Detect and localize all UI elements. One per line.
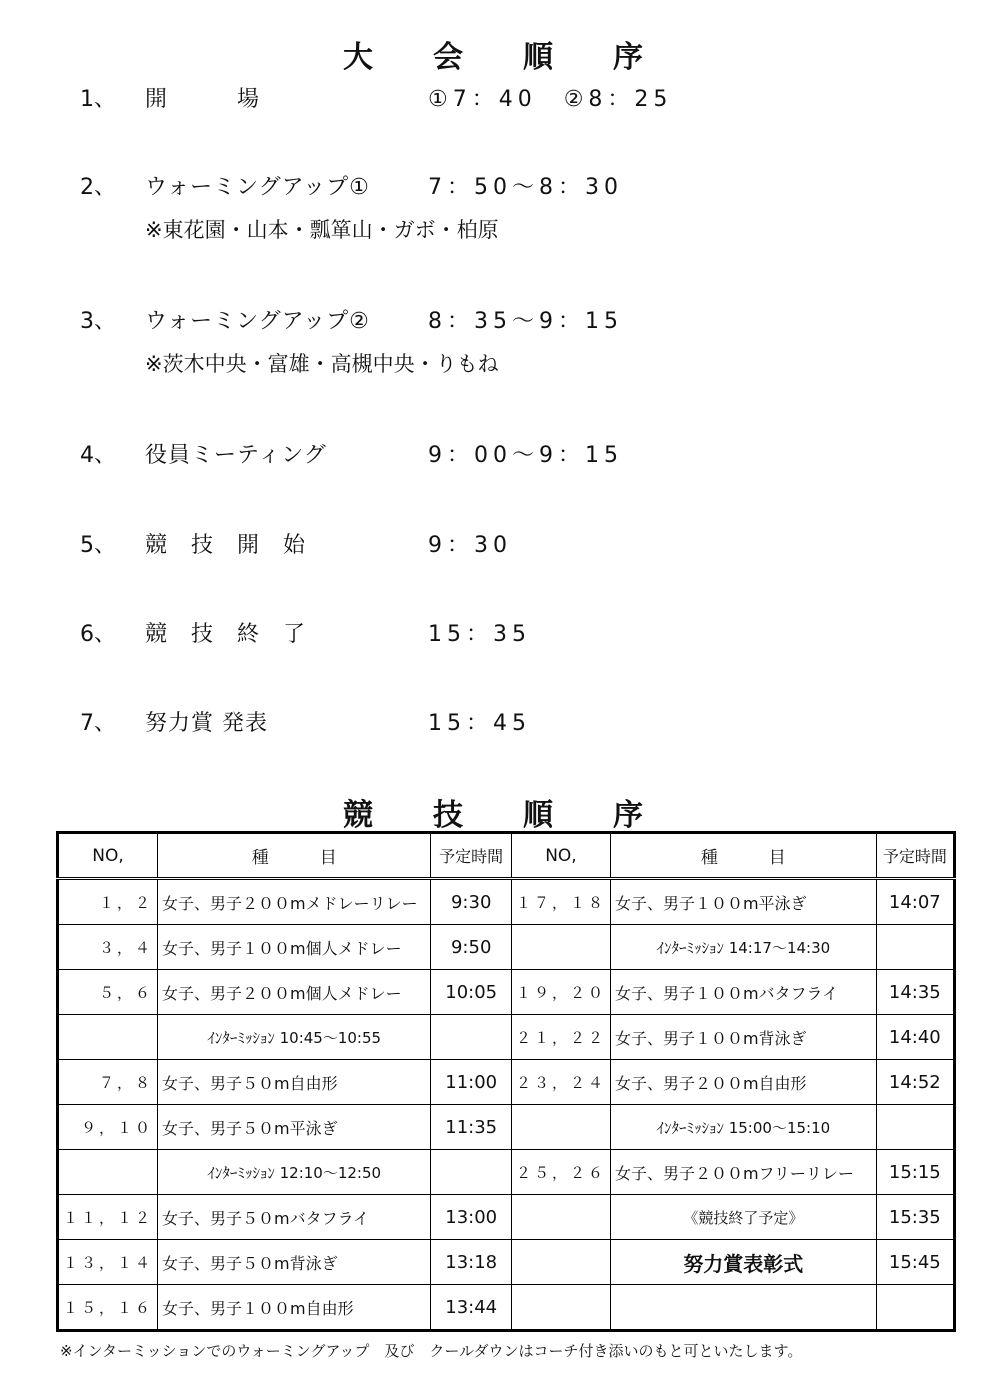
event-time bbox=[876, 1285, 954, 1331]
header-no: NO, bbox=[511, 833, 610, 879]
program-item-time: 9：30 bbox=[428, 533, 512, 558]
program-item-number: 2、 bbox=[80, 175, 116, 200]
table-row bbox=[58, 1195, 955, 1240]
program-title-char: 会 bbox=[433, 40, 467, 75]
event-name: 女子、男子１００m個人メドレー bbox=[158, 925, 431, 970]
award-ceremony-label: 努力賞表彰式 bbox=[610, 1240, 876, 1285]
footnote: ※インターミッションでのウォーミングアップ 及び クールダウンはコーチ付き添いのもと可といたします。 bbox=[60, 1342, 803, 1360]
event-number: １３，１４ bbox=[58, 1240, 158, 1285]
event-number bbox=[511, 925, 610, 970]
event-name bbox=[610, 1285, 876, 1331]
event-number bbox=[511, 1285, 610, 1331]
event-time: 14:40 bbox=[876, 1015, 954, 1060]
event-number: ７，８ bbox=[58, 1060, 158, 1105]
event-name: 女子、男子５０mバタフライ bbox=[158, 1195, 431, 1240]
event-name: 女子、男子２００m個人メドレー bbox=[158, 970, 431, 1015]
table-row bbox=[58, 879, 955, 925]
event-name: 女子、男子２００m自由形 bbox=[610, 1060, 876, 1105]
event-number bbox=[511, 1195, 610, 1240]
program-item-time: ①7：40 ②8：25 bbox=[428, 87, 673, 112]
event-number bbox=[511, 1105, 610, 1150]
program-item-label: 努力賞 発表 bbox=[145, 711, 268, 736]
event-number: １１，１２ bbox=[58, 1195, 158, 1240]
program-item-number: 5、 bbox=[80, 533, 116, 558]
event-number: １９，２０ bbox=[511, 970, 610, 1015]
table-header-row bbox=[58, 833, 955, 879]
program-item-number: 6、 bbox=[80, 622, 116, 647]
event-time: 13:44 bbox=[431, 1285, 512, 1331]
event-number bbox=[58, 1015, 158, 1060]
table-row bbox=[58, 1015, 955, 1060]
program-item-time: 7：50～8：30 bbox=[428, 175, 623, 200]
header-event: 種 目 bbox=[158, 833, 431, 879]
program-item bbox=[0, 617, 990, 657]
events-title-char: 競 bbox=[343, 798, 377, 833]
program-item-number: 1、 bbox=[80, 87, 116, 112]
program-item bbox=[0, 82, 990, 122]
program-title-char: 大 bbox=[343, 40, 377, 75]
program-item-time: 8：35～9：15 bbox=[428, 309, 623, 334]
event-name: 女子、男子５０m自由形 bbox=[158, 1060, 431, 1105]
program-item bbox=[0, 706, 990, 746]
program-item-label: 開 場 bbox=[145, 87, 261, 112]
program-item-label: 競 技 終 了 bbox=[145, 622, 307, 647]
event-time: 15:35 bbox=[876, 1195, 954, 1240]
event-time: 14:07 bbox=[876, 879, 954, 925]
event-number: １，２ bbox=[58, 879, 158, 925]
program-item bbox=[0, 170, 990, 250]
event-name: 女子、男子１００m平泳ぎ bbox=[610, 879, 876, 925]
event-number bbox=[58, 1150, 158, 1195]
program-item-label: 役員ミーティング bbox=[145, 443, 327, 468]
program-item-note: ※東花園・山本・瓢箪山・ガボ・柏原 bbox=[145, 218, 499, 242]
event-schedule-table bbox=[56, 831, 956, 1332]
event-name: 女子、男子２００mメドレーリレー bbox=[158, 879, 431, 925]
event-number: １５，１６ bbox=[58, 1285, 158, 1331]
event-number: ９，１０ bbox=[58, 1105, 158, 1150]
event-number: ２１，２２ bbox=[511, 1015, 610, 1060]
competition-end-label: 《競技終了予定》 bbox=[610, 1195, 876, 1240]
event-name: 女子、男子１００m背泳ぎ bbox=[610, 1015, 876, 1060]
event-number bbox=[511, 1240, 610, 1285]
program-item-note: ※茨木中央・富雄・高槻中央・りもね bbox=[145, 352, 499, 376]
event-time bbox=[431, 1015, 512, 1060]
event-number: ３，４ bbox=[58, 925, 158, 970]
event-time: 9:50 bbox=[431, 925, 512, 970]
event-time: 15:15 bbox=[876, 1150, 954, 1195]
program-title bbox=[0, 32, 990, 76]
event-name: 女子、男子１００mバタフライ bbox=[610, 970, 876, 1015]
header-no: NO, bbox=[58, 833, 158, 879]
program-title-char: 順 bbox=[523, 40, 557, 75]
program-item bbox=[0, 438, 990, 478]
event-time: 10:05 bbox=[431, 970, 512, 1015]
event-time: 15:45 bbox=[876, 1240, 954, 1285]
event-time: 9:30 bbox=[431, 879, 512, 925]
event-number: ２３，２４ bbox=[511, 1060, 610, 1105]
event-number: １７，１８ bbox=[511, 879, 610, 925]
program-item-number: 7、 bbox=[80, 711, 116, 736]
program-item bbox=[0, 528, 990, 568]
intermission-label: ｲﾝﾀｰﾐｯｼｮﾝ 12:10～12:50 bbox=[158, 1150, 431, 1195]
event-time: 13:18 bbox=[431, 1240, 512, 1285]
event-time bbox=[431, 1150, 512, 1195]
table-row bbox=[58, 1240, 955, 1285]
events-title-char: 順 bbox=[523, 798, 557, 833]
event-time: 11:00 bbox=[431, 1060, 512, 1105]
event-time: 14:52 bbox=[876, 1060, 954, 1105]
table-row bbox=[58, 1150, 955, 1195]
event-time bbox=[876, 925, 954, 970]
header-time: 予定時間 bbox=[431, 833, 512, 879]
program-title-char: 序 bbox=[613, 40, 647, 75]
table-row bbox=[58, 1285, 955, 1331]
event-number: ２５，２６ bbox=[511, 1150, 610, 1195]
event-time: 11:35 bbox=[431, 1105, 512, 1150]
program-item-time: 9：00～9：15 bbox=[428, 443, 623, 468]
program-item-time: 15：45 bbox=[428, 711, 531, 736]
table-row bbox=[58, 1105, 955, 1150]
table-row bbox=[58, 925, 955, 970]
event-time: 14:35 bbox=[876, 970, 954, 1015]
event-number: ５，６ bbox=[58, 970, 158, 1015]
events-title-char: 序 bbox=[613, 798, 647, 833]
event-time: 13:00 bbox=[431, 1195, 512, 1240]
event-name: 女子、男子２００mフリーリレー bbox=[610, 1150, 876, 1195]
program-item-label: 競 技 開 始 bbox=[145, 533, 307, 558]
program-item-time: 15：35 bbox=[428, 622, 531, 647]
event-name: 女子、男子１００m自由形 bbox=[158, 1285, 431, 1331]
program-item-number: 3、 bbox=[80, 309, 116, 334]
program-item-label: ウォーミングアップ② bbox=[145, 309, 370, 334]
events-title bbox=[0, 790, 990, 834]
table-row bbox=[58, 1060, 955, 1105]
program-item bbox=[0, 304, 990, 384]
intermission-label: ｲﾝﾀｰﾐｯｼｮﾝ 10:45～10:55 bbox=[158, 1015, 431, 1060]
header-event: 種 目 bbox=[610, 833, 876, 879]
event-name: 女子、男子５０m平泳ぎ bbox=[158, 1105, 431, 1150]
intermission-label: ｲﾝﾀｰﾐｯｼｮﾝ 15:00～15:10 bbox=[610, 1105, 876, 1150]
program-item-number: 4、 bbox=[80, 443, 116, 468]
event-name: 女子、男子５０m背泳ぎ bbox=[158, 1240, 431, 1285]
events-title-char: 技 bbox=[433, 798, 467, 833]
table-row bbox=[58, 970, 955, 1015]
intermission-label: ｲﾝﾀｰﾐｯｼｮﾝ 14:17～14:30 bbox=[610, 925, 876, 970]
event-time bbox=[876, 1105, 954, 1150]
program-item-label: ウォーミングアップ① bbox=[145, 175, 370, 200]
header-time: 予定時間 bbox=[876, 833, 954, 879]
